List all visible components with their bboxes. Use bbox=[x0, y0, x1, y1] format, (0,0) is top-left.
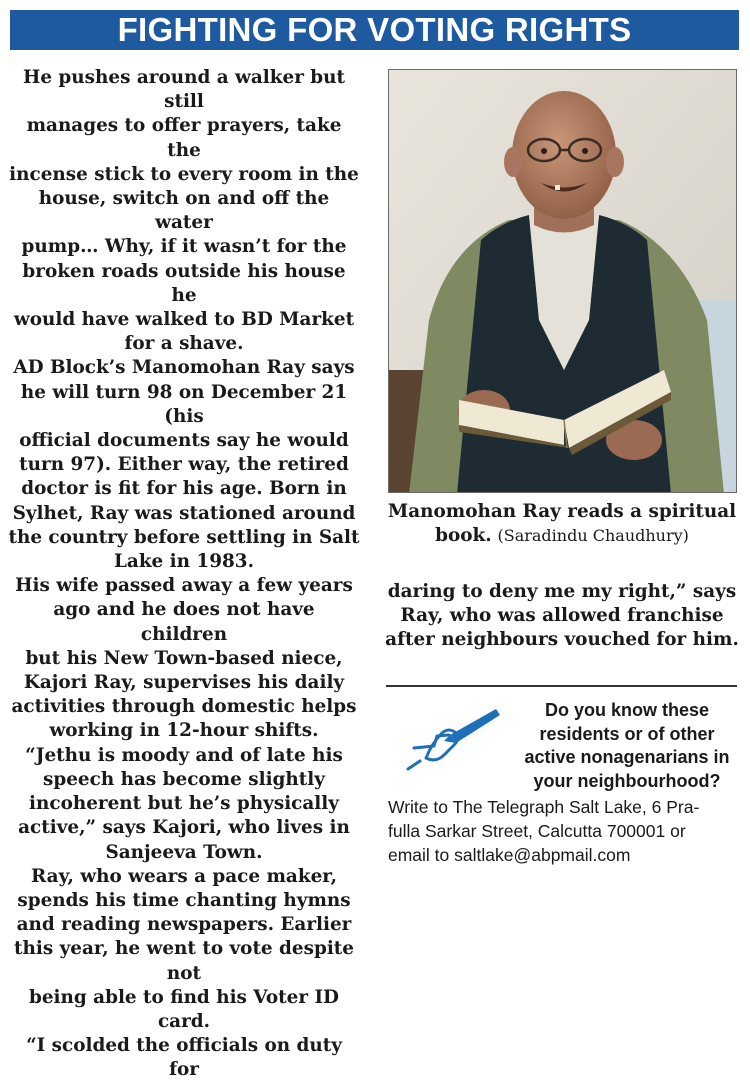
article-line: doctor is fit for his age. Born in bbox=[21, 478, 347, 500]
promo-address-line: email to saltlake@abpmail.com bbox=[388, 845, 631, 865]
promo-address-line: fulla Sarkar Street, Calcutta 700001 or bbox=[388, 821, 686, 841]
article-line: turn 97). Either way, the retired bbox=[19, 454, 349, 476]
article-left-column bbox=[8, 66, 360, 1083]
article-line: broken roads outside his house he bbox=[22, 260, 346, 306]
article-line: Sanjeeva Town. bbox=[105, 841, 263, 863]
portrait-photo bbox=[388, 69, 737, 493]
headline: FIGHTING FOR VOTING RIGHTS bbox=[117, 11, 632, 48]
promo-address-line: Write to The Telegraph Salt Lake, 6 Pra- bbox=[388, 797, 700, 817]
article-line: His wife passed away a few years bbox=[15, 575, 353, 597]
portrait-illustration bbox=[389, 70, 737, 493]
article-line: incoherent but he’s physically bbox=[29, 793, 339, 815]
article-line: but his New Town-based niece, bbox=[25, 647, 343, 669]
article-line: active,” says Kajori, who lives in bbox=[18, 817, 350, 839]
photo-credit: (Saradindu Chaudhury) bbox=[497, 526, 689, 545]
article-line: Ray, who wears a pace maker, bbox=[30, 865, 338, 887]
article-line: He pushes around a walker but still bbox=[22, 67, 346, 113]
pen-writing-icon bbox=[404, 703, 504, 773]
article-line: for a shave. bbox=[124, 333, 244, 355]
article-line: “Jethu is moody and of late his bbox=[25, 744, 343, 766]
article-line: activities through domestic helps bbox=[11, 696, 357, 718]
section-divider bbox=[386, 685, 737, 687]
article-line: daring to deny me my right,” says bbox=[387, 581, 737, 602]
promo-question-line: residents or of other bbox=[539, 723, 715, 744]
article-line: spends his time chanting hymns bbox=[17, 889, 351, 911]
article-line: manages to offer prayers, take the bbox=[26, 115, 342, 161]
promo-question bbox=[512, 699, 742, 793]
article-line: after neighbours vouched for him. bbox=[385, 629, 739, 651]
article-line: this year, he went to vote despite not bbox=[13, 938, 354, 984]
article-line: Kajori Ray, supervises his daily bbox=[23, 672, 345, 694]
headline-banner bbox=[10, 10, 739, 50]
photo-caption bbox=[384, 500, 740, 548]
article-line: Ray, who was allowed franchise bbox=[400, 605, 724, 627]
article-line: working in 12-hour shifts. bbox=[49, 720, 319, 742]
article-line: ago and he does not have children bbox=[53, 599, 315, 645]
article-line: would have walked to BD Market bbox=[13, 309, 355, 331]
article-right-column bbox=[384, 580, 740, 653]
article-line: AD Block’s Manomohan Ray says bbox=[13, 357, 355, 379]
caption-text: Manomohan Ray reads a spiritual book. bbox=[387, 501, 737, 546]
article-line: and reading newspapers. Earlier bbox=[16, 914, 352, 936]
article-line: house, switch on and off the water bbox=[38, 188, 330, 234]
article-line: speech has become slightly bbox=[43, 768, 325, 790]
article-line: incense stick to every room in the bbox=[9, 163, 359, 185]
article-line: the country before settling in Salt bbox=[8, 526, 360, 548]
article-line: pump… Why, if it wasn’t for the bbox=[21, 236, 347, 258]
promo-question-line: active nonagenarians in bbox=[524, 747, 730, 767]
article-line: Sylhet, Ray was stationed around bbox=[12, 502, 356, 524]
promo-question-line: your neighbourhood? bbox=[533, 770, 721, 791]
article-line: Lake in 1983. bbox=[113, 551, 255, 573]
promo-question-line: Do you know these bbox=[544, 700, 710, 720]
article-line: being able to find his Voter ID card. bbox=[28, 986, 339, 1032]
promo-address bbox=[388, 795, 740, 867]
article-line: official documents say he would bbox=[19, 430, 349, 452]
article-line: he will turn 98 on December 21 (his bbox=[20, 381, 348, 427]
article-line: “I scolded the officials on duty for bbox=[26, 1035, 342, 1081]
